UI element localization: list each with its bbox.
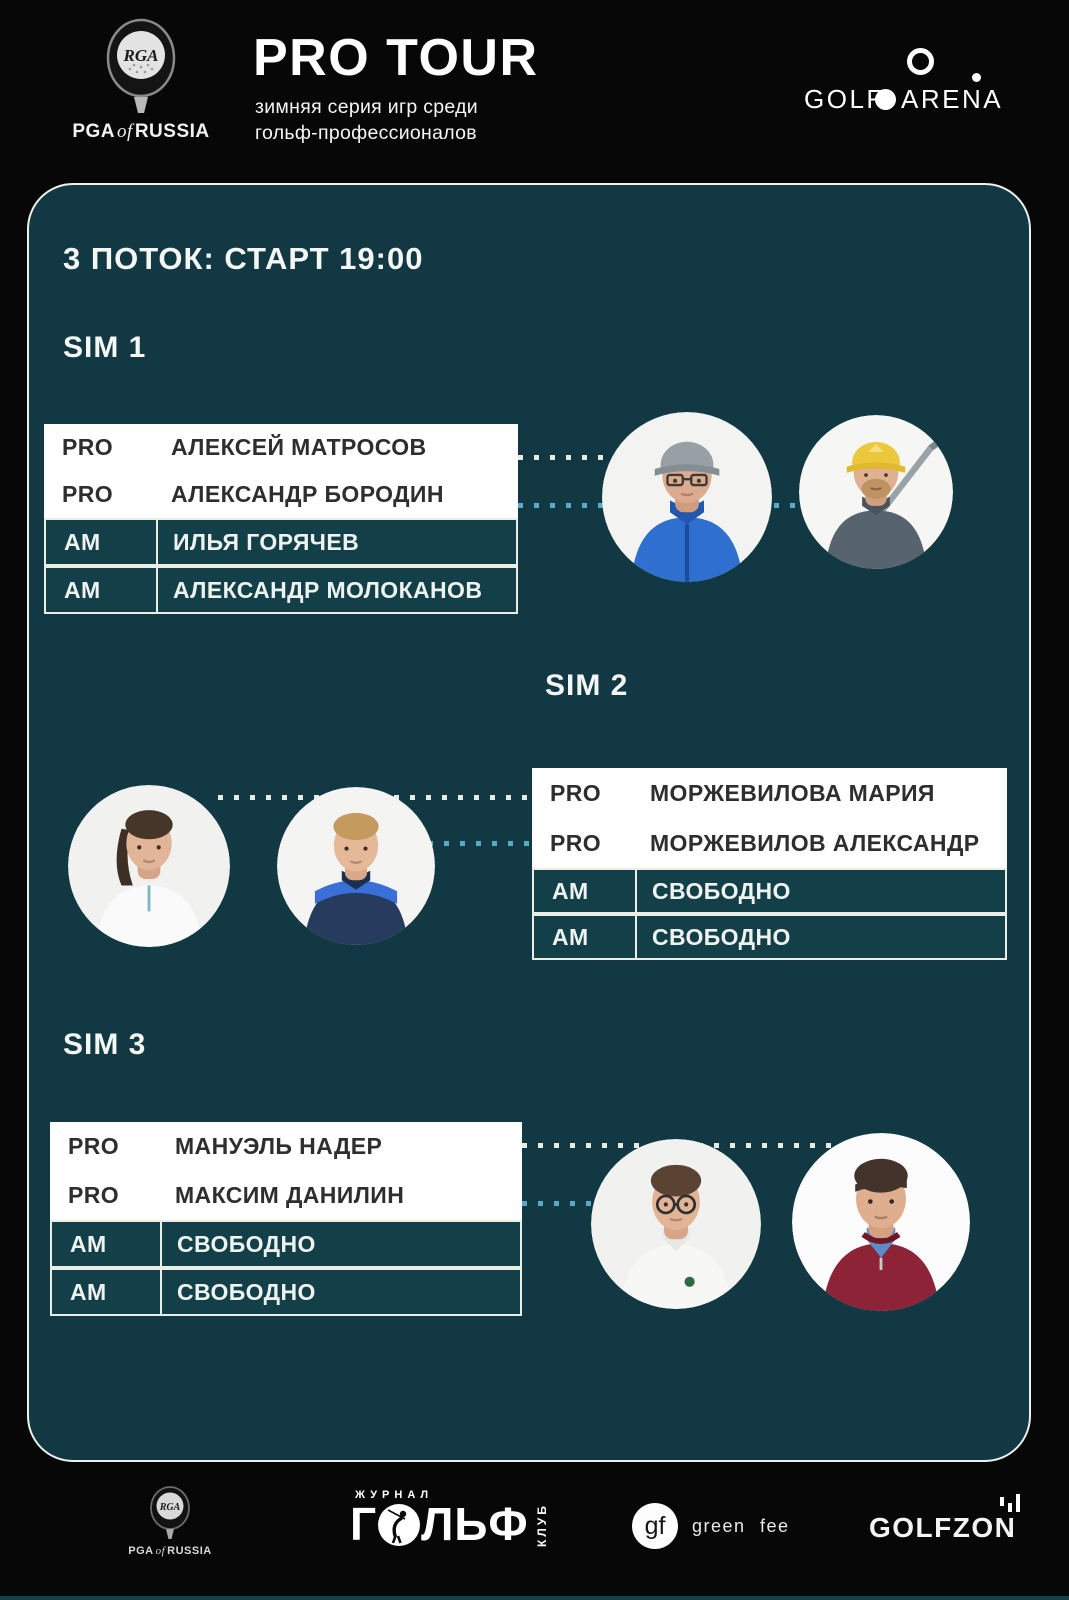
magazine-journal-label: ЖУРНАЛ — [355, 1489, 434, 1501]
golf-club-magazine-logo — [350, 1489, 549, 1551]
player-type: PRO — [68, 1133, 120, 1159]
sim3-pro-rows — [50, 1122, 522, 1220]
pga-ball-on-tee-icon — [66, 14, 216, 114]
player-name: ИЛЬЯ ГОРЯЧЕВ — [173, 528, 360, 555]
player-type: PRO — [550, 779, 602, 806]
player-type: PRO — [68, 1182, 120, 1208]
golf-arena-dot-icon — [972, 73, 981, 82]
magazine-word-start: Г — [350, 1498, 378, 1551]
green-fee-label: green fee — [692, 1515, 790, 1536]
connector-dots — [518, 455, 610, 460]
player-name: АЛЕКСАНДР МОЛОКАНОВ — [173, 576, 483, 603]
photo-maksim-danilin — [792, 1133, 970, 1311]
pga-caption: PGA of RUSSIA — [128, 1545, 212, 1557]
player-name: СВОБОДНО — [177, 1278, 316, 1305]
table-row — [532, 768, 1007, 818]
player-name: МОРЖЕВИЛОВА МАРИЯ — [650, 779, 935, 806]
photo-morzhevilova-maria — [68, 785, 230, 947]
photo-aleksandr-borodin — [799, 415, 953, 569]
pga-ball-on-tee-icon — [110, 1484, 230, 1540]
golfzon-wordmark: GOLFZON — [869, 1512, 1017, 1543]
green-fee-logo — [632, 1503, 790, 1549]
table-row — [532, 868, 1007, 914]
player-type: PRO — [62, 481, 114, 507]
player-name: МАНУЭЛЬ НАДЕР — [175, 1133, 383, 1159]
magazine-club-label: КЛУБ — [534, 1503, 549, 1547]
player-type: PRO — [62, 434, 114, 460]
golf-arena-word-arena: ARENA — [901, 84, 1004, 114]
connector-dots — [428, 841, 534, 846]
flow-title: 3 ПОТОК: СТАРТ 19:00 — [63, 241, 424, 276]
player-name: МАКСИМ ДАНИЛИН — [175, 1182, 405, 1208]
pga-caption: PGA of RUSSIA — [72, 121, 210, 142]
bottom-accent-strip — [0, 1596, 1069, 1600]
player-type: PRO — [550, 829, 602, 856]
player-name: СВОБОДНО — [652, 923, 791, 950]
player-name: СВОБОДНО — [177, 1230, 316, 1257]
svg-text:RGA: RGA — [159, 1502, 181, 1513]
player-type: AM — [52, 1270, 162, 1314]
golfzon-bars-icon — [996, 1492, 1020, 1512]
sim3-table — [50, 1122, 522, 1316]
player-type: AM — [46, 520, 158, 564]
photo-aleksey-matrosov — [602, 412, 772, 582]
sim2-table — [532, 768, 1007, 960]
golfer-silhouette-icon — [378, 1504, 420, 1546]
golfzon-logo — [869, 1512, 1016, 1544]
sim3-label: SIM 3 — [63, 1028, 147, 1061]
sim2-pro-rows — [532, 768, 1007, 868]
sim1-table — [44, 424, 518, 614]
table-row — [50, 1268, 522, 1316]
photo-morzhevilov-aleksandr — [277, 787, 435, 945]
event-subtitle — [255, 95, 478, 146]
player-name: МОРЖЕВИЛОВ АЛЕКСАНДР — [650, 829, 980, 856]
subtitle-line-1: зимняя серия игр среди — [255, 96, 479, 118]
player-type: AM — [534, 916, 637, 958]
golf-arena-logo — [788, 44, 1003, 116]
table-row — [50, 1122, 522, 1171]
sim1-label: SIM 1 — [63, 331, 147, 364]
golf-arena-word-golf: GOLF — [804, 84, 885, 114]
svg-text:RGA: RGA — [123, 46, 159, 65]
table-row — [44, 471, 518, 518]
subtitle-line-2: гольф-профессионалов — [255, 121, 477, 144]
magazine-word-end: ЛЬФ — [421, 1498, 529, 1551]
golf-arena-ring-icon — [907, 48, 934, 75]
player-name: АЛЕКСЕЙ МАТРОСОВ — [171, 434, 427, 460]
pga-of-russia-logo — [66, 14, 216, 143]
player-name: СВОБОДНО — [652, 877, 791, 904]
event-title: PRO TOUR — [253, 29, 539, 87]
player-name: АЛЕКСАНДР БОРОДИН — [171, 481, 444, 507]
player-type: AM — [52, 1222, 162, 1266]
player-type: AM — [46, 568, 158, 612]
connector-dots — [522, 1201, 594, 1206]
green-fee-circle-icon: gf — [632, 1503, 678, 1549]
table-row — [50, 1220, 522, 1268]
table-row — [44, 424, 518, 471]
table-row — [44, 518, 518, 566]
table-row — [532, 914, 1007, 960]
sim2-label: SIM 2 — [545, 669, 629, 702]
footer-pga-logo — [110, 1484, 230, 1557]
table-row — [532, 818, 1007, 868]
player-type: AM — [534, 870, 637, 912]
table-row — [44, 566, 518, 614]
sim1-pro-rows — [44, 424, 518, 518]
table-row — [50, 1171, 522, 1220]
photo-manuel-nader — [591, 1139, 761, 1309]
